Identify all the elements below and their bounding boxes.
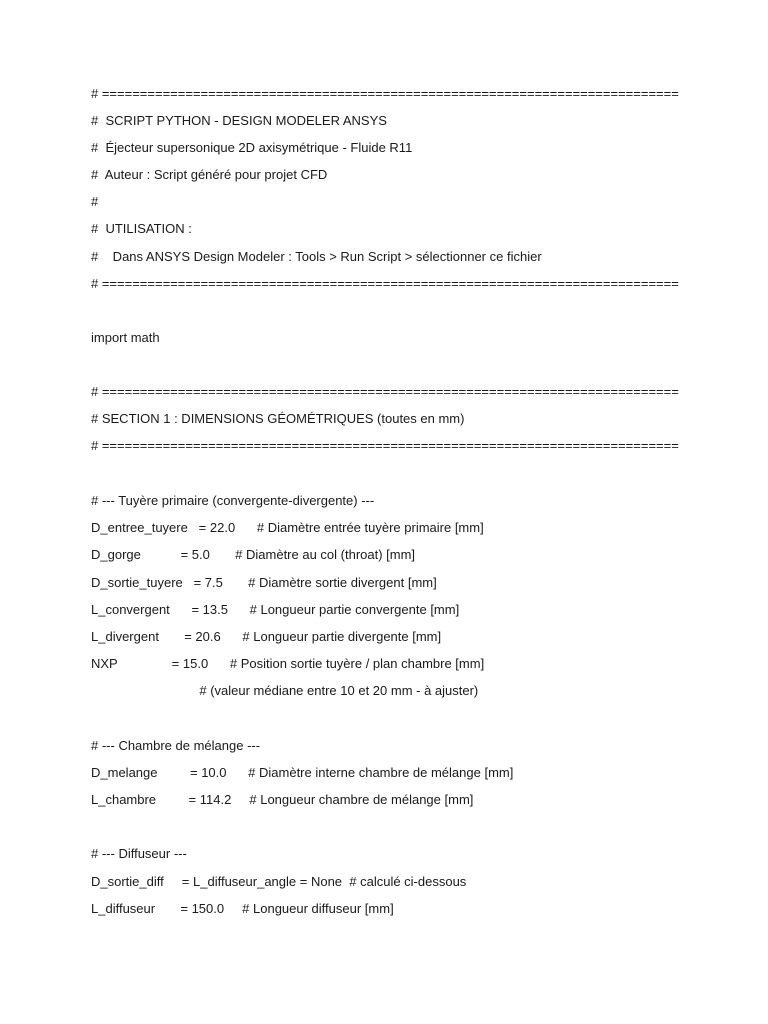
subsection-mixing-chamber-line: # --- Chambre de mélange --- bbox=[91, 738, 261, 753]
code-line: L_divergent = 20.6 # Longueur partie divergente [mm] bbox=[91, 629, 442, 644]
separator-line: # ============================================================================ bbox=[91, 276, 679, 291]
header-author-line: # Auteur : Script généré pour projet CFD bbox=[91, 167, 328, 182]
subsection-nozzle-line: # --- Tuyère primaire (convergente-divergente) --- bbox=[91, 493, 375, 508]
header-subtitle-line: # Éjecteur supersonique 2D axisymétrique - Fluide R11 bbox=[91, 140, 413, 155]
separator-line: # ============================================================================ bbox=[91, 438, 679, 453]
code-line: D_sortie_tuyere = 7.5 # Diamètre sortie divergent [mm] bbox=[91, 575, 437, 590]
separator-line: # ============================================================================ bbox=[91, 384, 679, 399]
header-blank-comment-line: # bbox=[91, 194, 99, 209]
subsection-diffuser-line: # --- Diffuseur --- bbox=[91, 846, 187, 861]
code-line: L_convergent = 13.5 # Longueur partie convergente [mm] bbox=[91, 602, 460, 617]
code-line: L_chambre = 114.2 # Longueur chambre de mélange [mm] bbox=[91, 792, 474, 807]
code-line: D_melange = 10.0 # Diamètre interne chambre de mélange [mm] bbox=[91, 765, 514, 780]
code-comment-continuation-line: # (valeur médiane entre 10 et 20 mm - à ajuster) bbox=[91, 683, 479, 698]
code-line: D_gorge = 5.0 # Diamètre au col (throat) [mm] bbox=[91, 547, 416, 562]
code-line: NXP = 15.0 # Position sortie tuyère / plan chambre [mm] bbox=[91, 656, 485, 671]
separator-line: # ============================================================================ bbox=[91, 86, 679, 101]
header-usage-instruction-line: # Dans ANSYS Design Modeler : Tools > Run Script > sélectionner ce fichier bbox=[91, 249, 542, 264]
code-line: D_entree_tuyere = 22.0 # Diamètre entrée tuyère primaire [mm] bbox=[91, 520, 484, 535]
code-line: L_diffuseur = 150.0 # Longueur diffuseur [mm] bbox=[91, 901, 394, 916]
import-statement-line: import math bbox=[91, 330, 160, 345]
section-title-line: # SECTION 1 : DIMENSIONS GÉOMÉTRIQUES (toutes en mm) bbox=[91, 411, 465, 426]
code-line: D_sortie_diff = L_diffuseur_angle = None # calculé ci-dessous bbox=[91, 874, 467, 889]
header-usage-label-line: # UTILISATION : bbox=[91, 221, 192, 236]
header-title-line: # SCRIPT PYTHON - DESIGN MODELER ANSYS bbox=[91, 113, 387, 128]
